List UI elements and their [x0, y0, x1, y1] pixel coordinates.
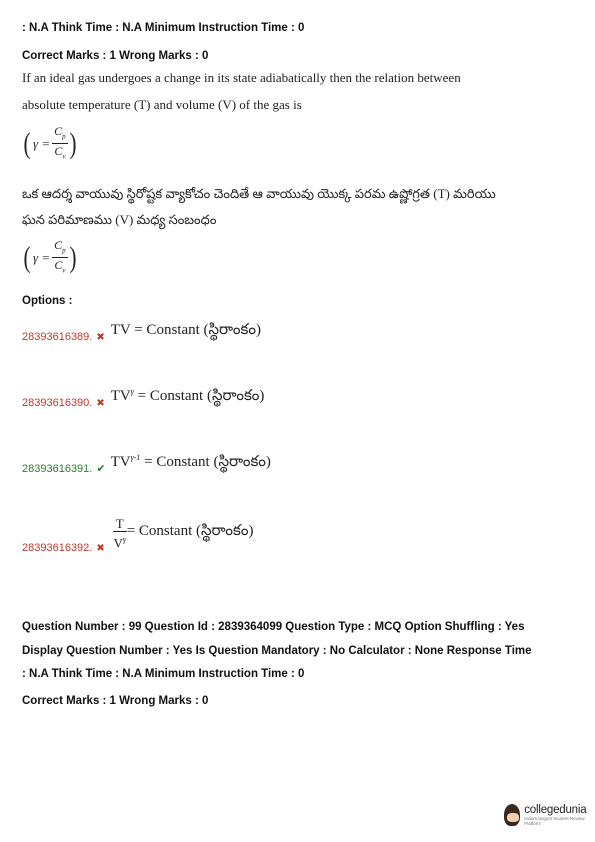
- option-id: 28393616391.: [22, 462, 93, 475]
- option-text: TV = Constant (స్థిరాంకం): [110, 322, 261, 338]
- option-text: $\frac{T}{V^\gamma}$ = Constant (స్థిరాంకం): [113, 515, 254, 551]
- option-id: 28393616389.: [22, 331, 93, 343]
- next-question-line3: : N.A Think Time : N.A Minimum Instruction Time : 0: [22, 668, 305, 680]
- gamma-symbol: γ =: [33, 135, 51, 151]
- gamma-fraction: $\frac{C_p}{C_v}$: [54, 124, 66, 161]
- question-english-line2: absolute temperature (T) and volume (V) of the gas is: [22, 97, 302, 112]
- previous-question-info: : N.A Think Time : N.A Minimum Instruction Time : 0: [22, 22, 305, 34]
- option-2[interactable]: [22, 385, 264, 409]
- logo-name: collegedunia: [524, 804, 587, 816]
- logo-tagline: India's largest Student Review Platform: [524, 816, 585, 826]
- cross-icon: ✖: [96, 542, 105, 554]
- option-3[interactable]: [22, 452, 271, 475]
- option-id: 28393616392.: [22, 542, 93, 554]
- option-text: $TV^\gamma$ = Constant (స్థిరాంకం): [110, 386, 265, 404]
- next-question-line2: Display Question Number : Yes Is Question Mandatory : No Calculator : None Response Time: [22, 645, 532, 657]
- option-text: $TV^{\gamma-1}$ = Constant (స్థిరాంకం): [110, 453, 271, 470]
- question-english-line1: If an ideal gas undergoes a change in its state adiabatically then the relation between: [22, 70, 461, 85]
- next-question-line1: Question Number : 99 Question Id : 2839364099 Question Type : MCQ Option Shuffling : Yes: [22, 621, 525, 633]
- option-id: 28393616390.: [22, 397, 93, 409]
- question-telugu-line1: ఒక ఆదర్శ వాయువు స్థిరోష్టక వ్యాకోచం చెందితే ఆ వాయువు యొక్క పరమ ఉష్ణోగ్రత (T) మరియు: [22, 186, 496, 201]
- options-label: Options :: [22, 295, 73, 307]
- option-1[interactable]: [22, 321, 261, 343]
- check-icon: ✔: [96, 463, 106, 475]
- option-4[interactable]: [22, 512, 253, 554]
- gamma-definition-telugu: ( γ = $\frac{C_p}{C_v}$ ): [23, 238, 77, 275]
- question-telugu-line2: ఘన పరిమాణము (V) మధ్య సంబంధం: [22, 212, 217, 227]
- option-fraction: $\frac{T}{V^\gamma}$: [113, 515, 126, 551]
- next-question-marks: Correct Marks : 1 Wrong Marks : 0: [22, 695, 209, 707]
- gamma-definition: ( γ = $\frac{C_p}{C_v}$ ): [22, 124, 78, 164]
- marks-info: Correct Marks : 1 Wrong Marks : 0: [22, 50, 209, 62]
- collegedunia-logo[interactable]: [504, 804, 595, 826]
- cross-icon: ✖: [96, 331, 105, 343]
- cross-icon: ✖: [96, 397, 105, 409]
- student-mascot-icon: [504, 804, 520, 826]
